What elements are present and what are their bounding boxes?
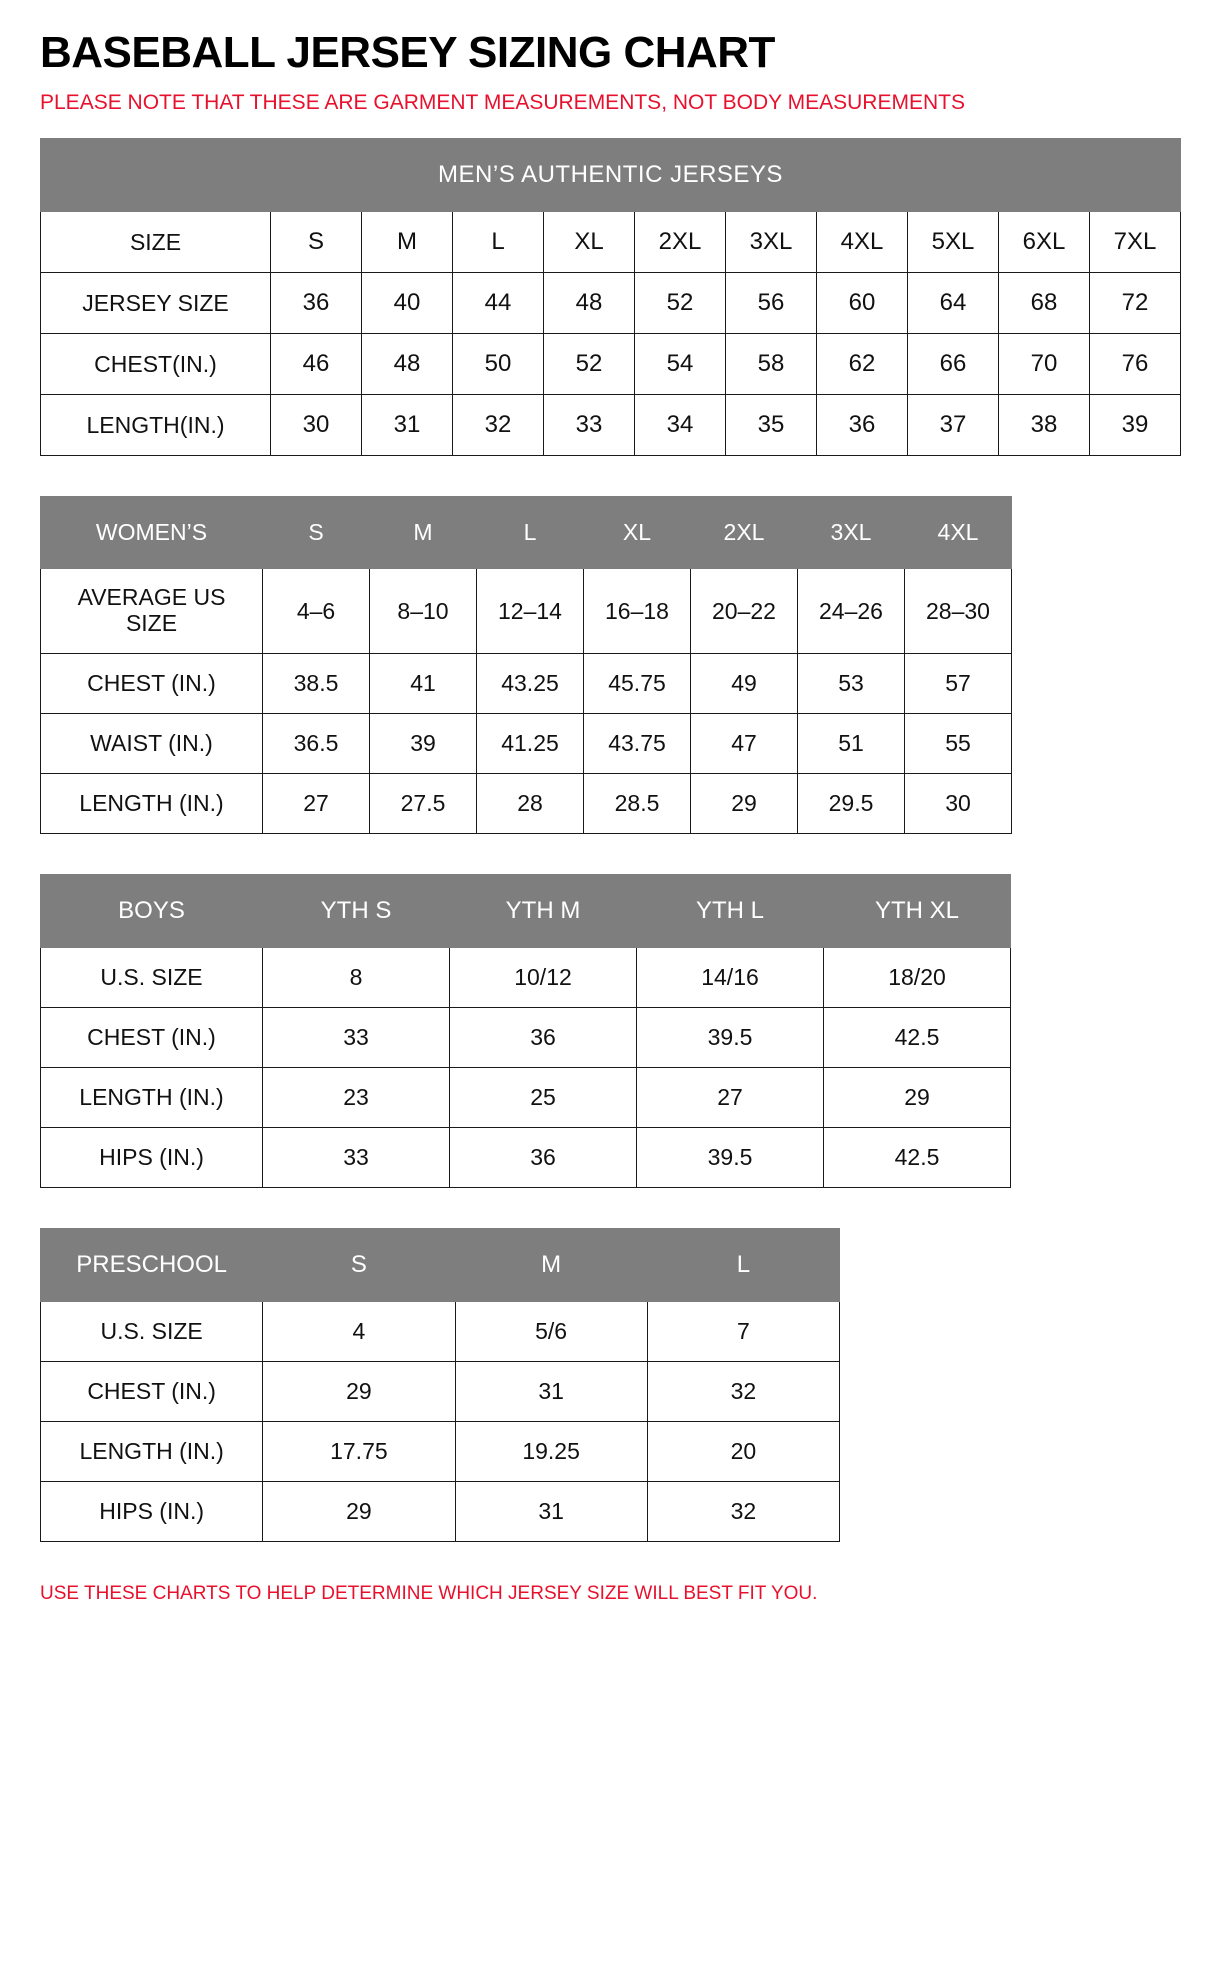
page-title: BASEBALL JERSEY SIZING CHART	[40, 28, 775, 77]
boys-sizing-table	[40, 874, 1011, 1188]
column-header: 6XL	[999, 212, 1090, 273]
table-row	[41, 395, 1181, 456]
row-label: CHEST(IN.)	[41, 334, 271, 395]
mens-sizing-table	[40, 138, 1181, 456]
row-label: CHEST (IN.)	[41, 1007, 263, 1067]
table-row	[41, 569, 1012, 654]
table-row	[41, 713, 1012, 773]
table-cell: 8–10	[370, 569, 477, 654]
table-cell: 41.25	[477, 713, 584, 773]
table-cell: 19.25	[455, 1421, 647, 1481]
table-cell: 40	[362, 273, 453, 334]
table-header-row	[41, 874, 1011, 947]
column-header: M	[455, 1228, 647, 1301]
table-cell: 44	[453, 273, 544, 334]
column-header: XL	[544, 212, 635, 273]
womens-banner: WOMEN’S	[41, 497, 263, 569]
table-cell: 33	[544, 395, 635, 456]
table-cell: 14/16	[637, 947, 824, 1007]
table-cell: 66	[908, 334, 999, 395]
table-cell: 60	[817, 273, 908, 334]
table-cell: 38.5	[263, 653, 370, 713]
table-cell: 48	[544, 273, 635, 334]
table-cell: 43.25	[477, 653, 584, 713]
row-label: LENGTH(IN.)	[41, 395, 271, 456]
column-header: S	[271, 212, 362, 273]
column-header: YTH XL	[824, 874, 1011, 947]
table-cell: 29	[263, 1481, 455, 1541]
column-header: 3XL	[726, 212, 817, 273]
table-cell: 7	[647, 1301, 839, 1361]
table-cell: 43.75	[584, 713, 691, 773]
table-cell: 29	[691, 773, 798, 833]
column-header: L	[477, 497, 584, 569]
table-cell: 8	[263, 947, 450, 1007]
table-cell: 23	[263, 1067, 450, 1127]
table-cell: 27	[637, 1067, 824, 1127]
row-label: LENGTH (IN.)	[41, 1067, 263, 1127]
column-header: XL	[584, 497, 691, 569]
column-header: 7XL	[1090, 212, 1181, 273]
column-header: M	[370, 497, 477, 569]
table-cell: 28	[477, 773, 584, 833]
table-cell: 52	[544, 334, 635, 395]
column-header: S	[263, 497, 370, 569]
table-row	[41, 273, 1181, 334]
table-cell: 30	[905, 773, 1012, 833]
table-cell: 46	[271, 334, 362, 395]
row-label: LENGTH (IN.)	[41, 1421, 263, 1481]
row-label: JERSEY SIZE	[41, 273, 271, 334]
table-row	[41, 334, 1181, 395]
table-cell: 36	[271, 273, 362, 334]
table-cell: 4–6	[263, 569, 370, 654]
table-cell: 51	[798, 713, 905, 773]
row-label: HIPS (IN.)	[41, 1481, 263, 1541]
table-cell: 56	[726, 273, 817, 334]
column-header: SIZE	[41, 212, 271, 273]
chart-footnote: USE THESE CHARTS TO HELP DETERMINE WHICH JERSEY SIZE WILL BEST FIT YOU.	[40, 1582, 818, 1604]
row-label: AVERAGE US SIZE	[41, 569, 263, 654]
table-row	[41, 1301, 840, 1361]
table-cell: 31	[455, 1481, 647, 1541]
table-cell: 45.75	[584, 653, 691, 713]
table-banner-row	[41, 139, 1181, 212]
table-cell: 36.5	[263, 713, 370, 773]
preschool-sizing-table	[40, 1228, 840, 1542]
row-label: HIPS (IN.)	[41, 1127, 263, 1187]
column-header: 5XL	[908, 212, 999, 273]
mens-banner: MEN’S AUTHENTIC JERSEYS	[41, 139, 1181, 212]
table-cell: 62	[817, 334, 908, 395]
table-row	[41, 1127, 1011, 1187]
table-cell: 36	[450, 1007, 637, 1067]
table-cell: 4	[263, 1301, 455, 1361]
table-cell: 28.5	[584, 773, 691, 833]
table-cell: 32	[647, 1361, 839, 1421]
row-label: CHEST (IN.)	[41, 1361, 263, 1421]
table-row	[41, 1007, 1011, 1067]
column-header: L	[453, 212, 544, 273]
column-header: 2XL	[691, 497, 798, 569]
column-header: YTH M	[450, 874, 637, 947]
table-cell: 41	[370, 653, 477, 713]
table-cell: 20	[647, 1421, 839, 1481]
table-row	[41, 773, 1012, 833]
table-cell: 20–22	[691, 569, 798, 654]
table-header-row	[41, 1228, 840, 1301]
table-cell: 39	[1090, 395, 1181, 456]
table-cell: 49	[691, 653, 798, 713]
boys-banner: BOYS	[41, 874, 263, 947]
row-label: U.S. SIZE	[41, 947, 263, 1007]
table-cell: 29	[263, 1361, 455, 1421]
table-cell: 47	[691, 713, 798, 773]
table-row	[41, 1421, 840, 1481]
column-header: 4XL	[817, 212, 908, 273]
table-cell: 53	[798, 653, 905, 713]
table-cell: 50	[453, 334, 544, 395]
table-cell: 24–26	[798, 569, 905, 654]
table-cell: 38	[999, 395, 1090, 456]
row-label: LENGTH (IN.)	[41, 773, 263, 833]
column-header: L	[647, 1228, 839, 1301]
table-cell: 33	[263, 1007, 450, 1067]
table-cell: 42.5	[824, 1007, 1011, 1067]
table-cell: 25	[450, 1067, 637, 1127]
table-row	[41, 1481, 840, 1541]
table-cell: 32	[647, 1481, 839, 1541]
table-cell: 27.5	[370, 773, 477, 833]
table-cell: 30	[271, 395, 362, 456]
table-cell: 16–18	[584, 569, 691, 654]
table-row	[41, 653, 1012, 713]
table-cell: 72	[1090, 273, 1181, 334]
table-header-row	[41, 212, 1181, 273]
column-header: 2XL	[635, 212, 726, 273]
row-label: WAIST (IN.)	[41, 713, 263, 773]
table-cell: 55	[905, 713, 1012, 773]
table-cell: 52	[635, 273, 726, 334]
table-cell: 12–14	[477, 569, 584, 654]
table-cell: 54	[635, 334, 726, 395]
preschool-banner: PRESCHOOL	[41, 1228, 263, 1301]
row-label: U.S. SIZE	[41, 1301, 263, 1361]
table-row	[41, 1361, 840, 1421]
table-cell: 37	[908, 395, 999, 456]
womens-sizing-table	[40, 496, 1012, 834]
table-cell: 34	[635, 395, 726, 456]
column-header: YTH S	[263, 874, 450, 947]
measurement-disclaimer: PLEASE NOTE THAT THESE ARE GARMENT MEASUREMENTS, NOT BODY MEASUREMENTS	[40, 91, 965, 115]
table-cell: 70	[999, 334, 1090, 395]
table-cell: 27	[263, 773, 370, 833]
table-cell: 5/6	[455, 1301, 647, 1361]
table-cell: 33	[263, 1127, 450, 1187]
table-cell: 28–30	[905, 569, 1012, 654]
table-cell: 48	[362, 334, 453, 395]
table-cell: 36	[817, 395, 908, 456]
table-cell: 29	[824, 1067, 1011, 1127]
table-cell: 39.5	[637, 1127, 824, 1187]
table-cell: 32	[453, 395, 544, 456]
table-cell: 39.5	[637, 1007, 824, 1067]
column-header: 3XL	[798, 497, 905, 569]
table-cell: 39	[370, 713, 477, 773]
table-cell: 17.75	[263, 1421, 455, 1481]
table-cell: 42.5	[824, 1127, 1011, 1187]
table-cell: 64	[908, 273, 999, 334]
table-cell: 29.5	[798, 773, 905, 833]
column-header: YTH L	[637, 874, 824, 947]
table-header-row	[41, 497, 1012, 569]
table-cell: 35	[726, 395, 817, 456]
table-cell: 18/20	[824, 947, 1011, 1007]
table-cell: 76	[1090, 334, 1181, 395]
table-row	[41, 1067, 1011, 1127]
table-cell: 58	[726, 334, 817, 395]
column-header: S	[263, 1228, 455, 1301]
table-cell: 10/12	[450, 947, 637, 1007]
table-cell: 57	[905, 653, 1012, 713]
table-cell: 36	[450, 1127, 637, 1187]
column-header: M	[362, 212, 453, 273]
row-label: CHEST (IN.)	[41, 653, 263, 713]
table-cell: 68	[999, 273, 1090, 334]
table-row	[41, 947, 1011, 1007]
column-header: 4XL	[905, 497, 1012, 569]
table-cell: 31	[362, 395, 453, 456]
table-cell: 31	[455, 1361, 647, 1421]
